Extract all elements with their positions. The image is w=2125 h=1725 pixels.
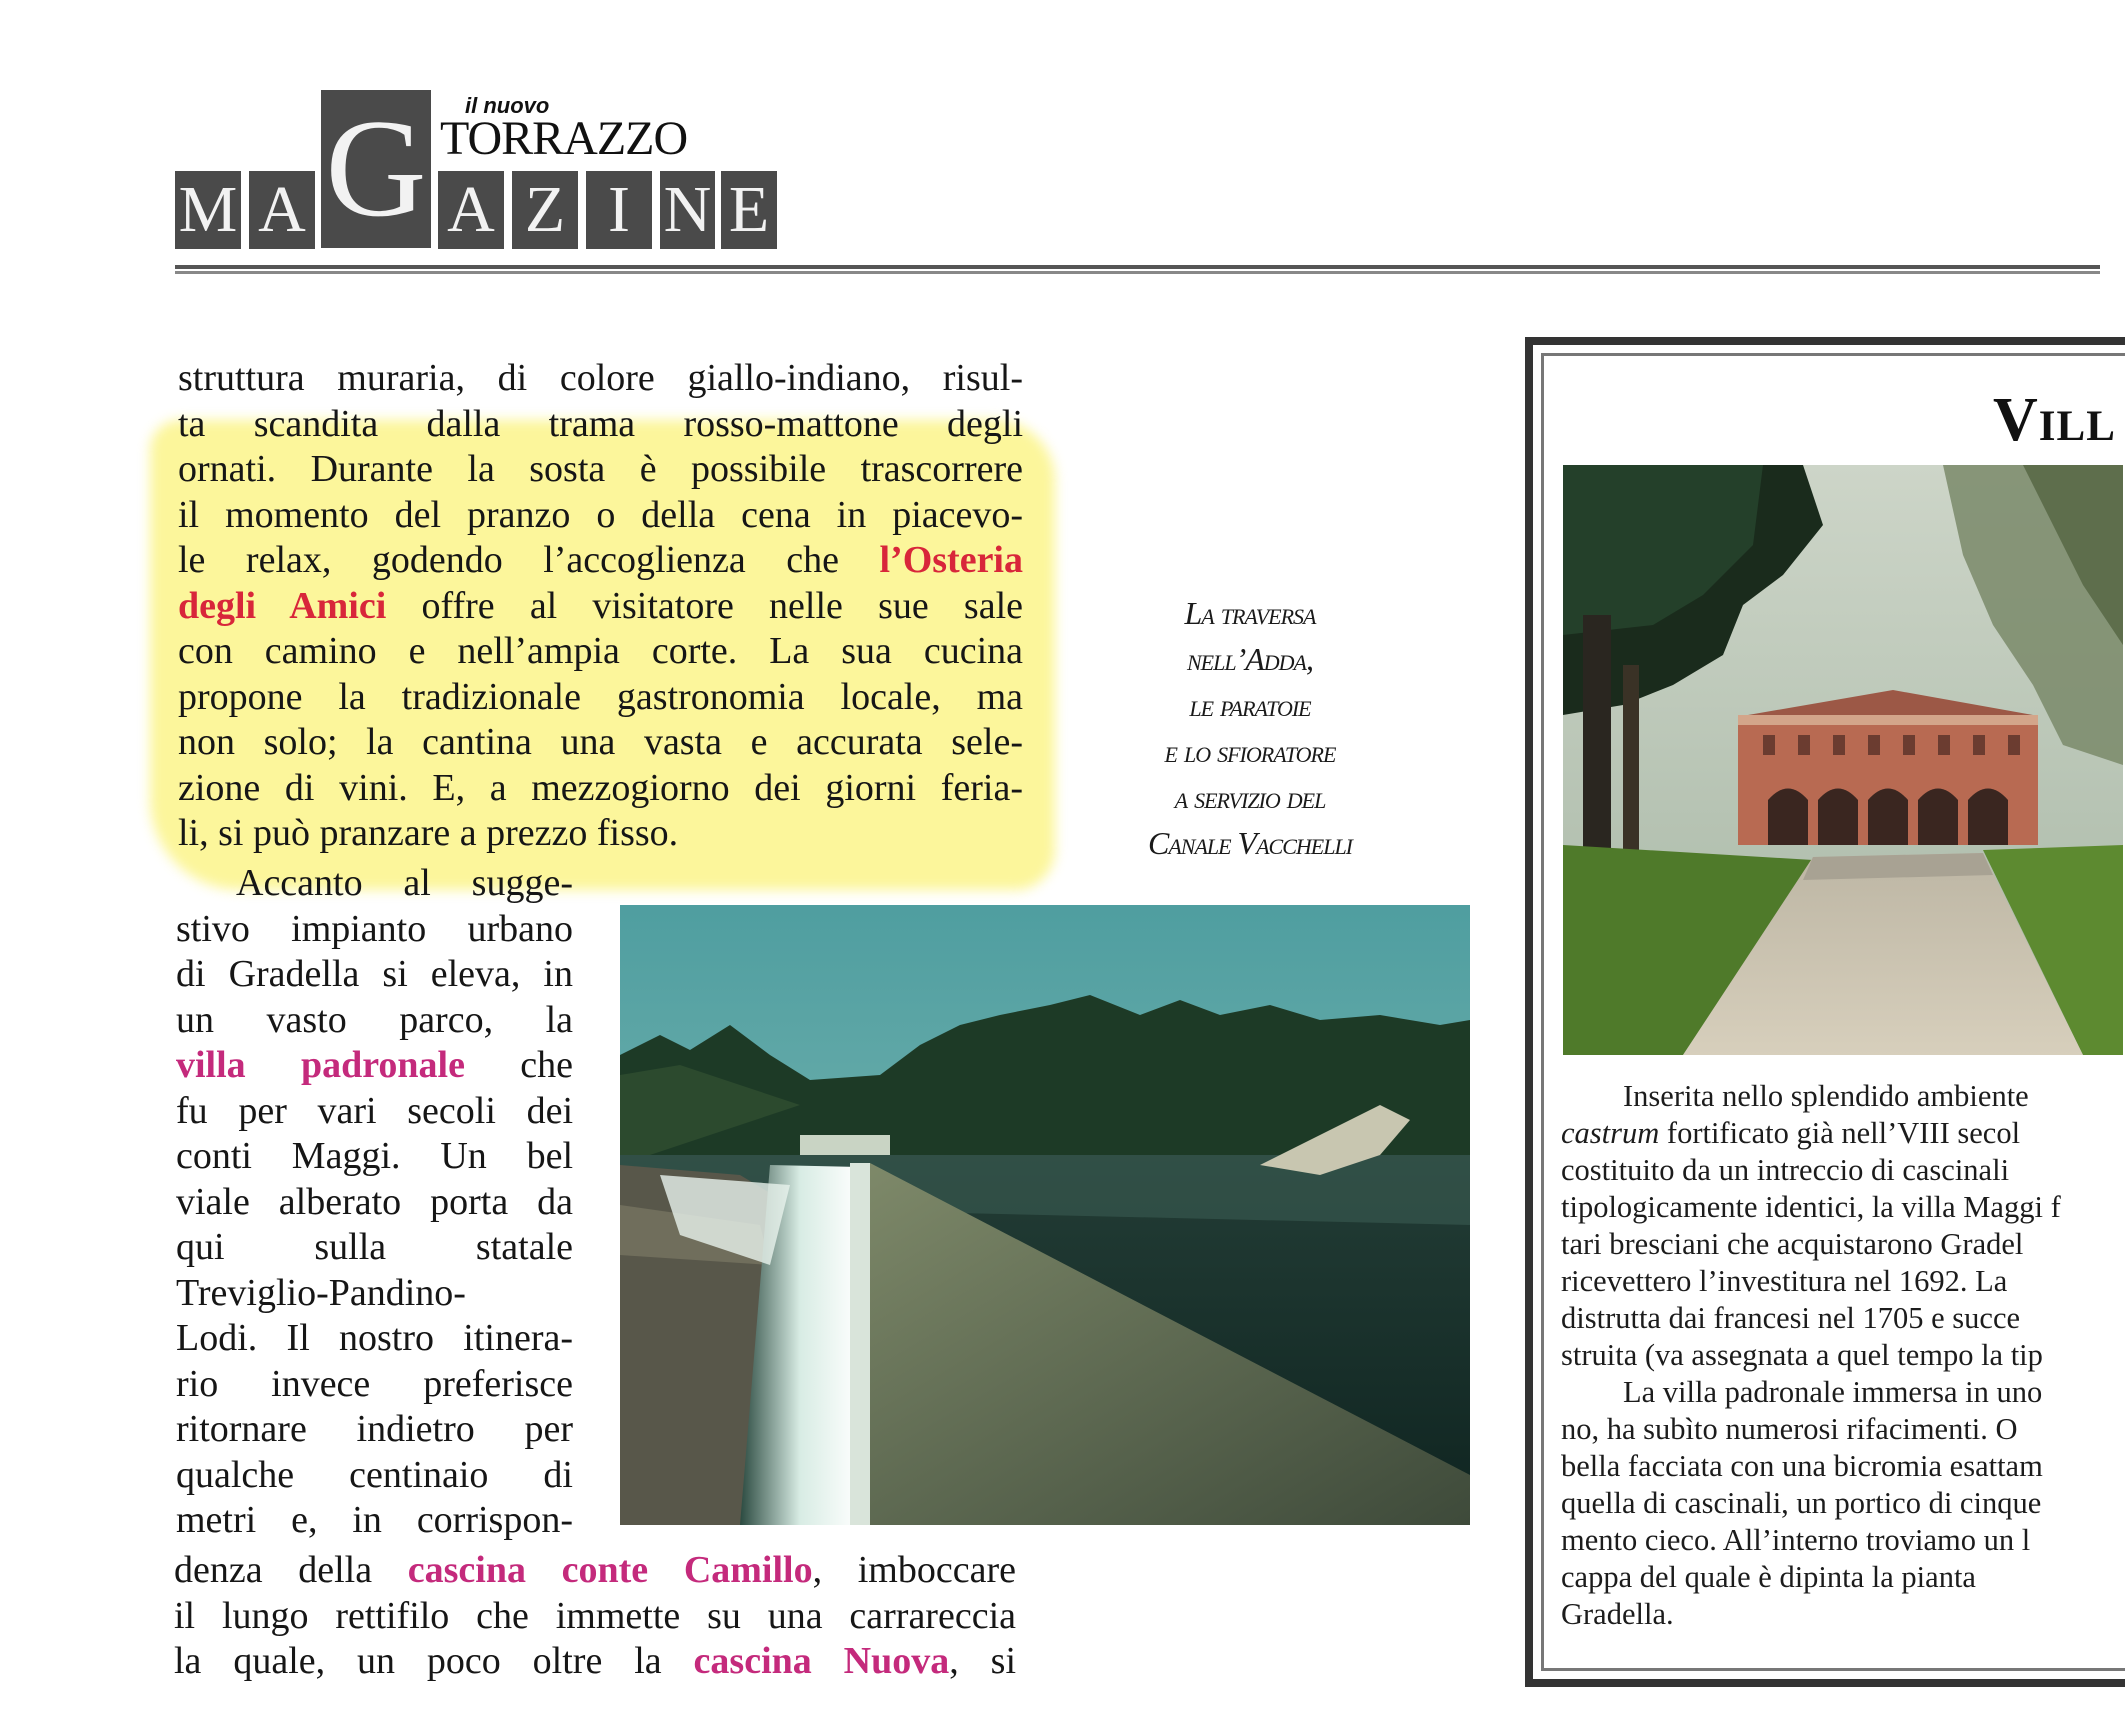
text-line: non solo; la cantina una vasta e accurata sele- <box>178 721 1023 763</box>
text-line: ta scandita dalla trama rosso-mattone degli <box>178 402 1023 445</box>
masthead-letter-e: E <box>721 171 777 249</box>
caption-line: e lo sfioratore <box>1164 733 1336 769</box>
sidebar-box <box>1525 337 2125 1687</box>
text-line: li, si può pranzare a prezzo fisso. <box>178 812 679 854</box>
cascina-nuova-link: cascina Nuova <box>693 1640 950 1682</box>
photo-caption <box>1095 590 1405 866</box>
masthead-letter-g: G <box>321 90 431 248</box>
osteria-link: l’Osteria <box>879 539 1023 581</box>
sidebar-line: no, ha subìto numerosi rifacimenti. O <box>1561 1412 2018 1446</box>
text-line: viale alberato porta da <box>176 1180 573 1223</box>
masthead-letter-m: M <box>175 171 241 249</box>
text-line: con camino e nell’ampia corte. La sua cucina <box>178 630 1023 672</box>
text-line: conti Maggi. Un bel <box>176 1135 573 1177</box>
text-line: Accanto al sugge- <box>236 862 573 904</box>
caption-line: nell’Adda, <box>1187 641 1313 677</box>
article-narrow-column <box>176 861 573 1544</box>
text-line: la quale, un poco oltre la cascina Nuova, si <box>174 1640 1016 1682</box>
villa-link: villa padronale <box>176 1044 465 1086</box>
text-line: villa padronale che <box>176 1044 573 1086</box>
masthead-letter-n: N <box>660 171 715 249</box>
text-line: struttura muraria, di colore giallo-indiano, risul- <box>178 357 1023 399</box>
text-line: il momento del pranzo o della cena in piacevo- <box>178 493 1023 536</box>
text-line: di Gradella si eleva, in <box>176 953 573 995</box>
text-line: Treviglio-Pandino- <box>176 1271 466 1314</box>
sidebar-line: La villa padronale immersa in uno <box>1623 1375 2043 1409</box>
text-line: qualche centinaio di <box>176 1453 573 1496</box>
osteria-link-2: degli Amici <box>178 584 387 627</box>
masthead-letter-z: Z <box>512 171 578 249</box>
caption-line: a servizio del <box>1174 779 1326 815</box>
sidebar-line: ricevettero l’investitura nel 1692. La <box>1561 1264 2008 1298</box>
article-bottom-lines <box>174 1548 1016 1685</box>
dam-photo <box>620 905 1470 1525</box>
sidebar-text <box>1561 1078 2121 1633</box>
villa-photo <box>1563 465 2123 1055</box>
sidebar-line: bella facciata con una bicromia esattam <box>1561 1449 2043 1483</box>
text-line: qui sulla statale <box>176 1226 573 1268</box>
text-line: Lodi. Il nostro itinera- <box>176 1317 573 1359</box>
sidebar-line: tipologicamente identici, la villa Maggi f <box>1561 1190 2061 1224</box>
caption-line: le paratoie <box>1189 687 1311 723</box>
text-line: metri e, in corrispon- <box>176 1499 573 1541</box>
text-line: rio invece preferisce <box>176 1362 573 1405</box>
sidebar-line: tari bresciani che acquistarono Gradel <box>1561 1227 2024 1261</box>
text-line: propone la tradizionale gastronomia locale, ma <box>178 675 1023 718</box>
masthead <box>175 85 785 260</box>
masthead-letter-i: I <box>586 171 652 249</box>
text-line: stivo impianto urbano <box>176 907 573 950</box>
sidebar-line: quella di cascinali, un portico di cinque <box>1561 1486 2042 1520</box>
text-line: le relax, godendo l’accoglienza che l’Osteria <box>178 539 1023 581</box>
text-line: degli Amici offre al visitatore nelle sue sale <box>178 584 1023 627</box>
sidebar-title: Vill <box>1993 386 2116 454</box>
masthead-letter-a2: A <box>438 171 504 249</box>
caption-line: La traversa <box>1184 595 1316 631</box>
caption-line: Canale Vacchelli <box>1147 825 1353 861</box>
text-line: zione di vini. E, a mezzogiorno dei giorni feria- <box>178 766 1023 809</box>
article-column <box>178 356 1023 857</box>
cascina-camillo-link: cascina conte Camillo <box>407 1549 813 1591</box>
text-line: ornati. Durante la sosta è possibile trascorrere <box>178 448 1023 490</box>
text-line: denza della cascina conte Camillo, imboccare <box>174 1549 1016 1591</box>
brand-name: TORRAZZO <box>440 112 688 165</box>
text-line: un vasto parco, la <box>176 998 573 1041</box>
text-line: fu per vari secoli dei <box>176 1089 573 1132</box>
sidebar-line: Gradella. <box>1561 1597 1674 1631</box>
header-rule <box>175 265 2100 274</box>
sidebar-line: costituito da un intreccio di cascinali <box>1561 1153 2010 1187</box>
masthead-letter-a: A <box>249 171 315 249</box>
sidebar-line: castrum fortificato già nell’VIII secol <box>1561 1116 2021 1150</box>
sidebar-line: cappa del quale è dipinta la pianta <box>1561 1560 1976 1594</box>
sidebar-line: Inserita nello splendido ambiente <box>1623 1079 2029 1113</box>
text-line: ritornare indietro per <box>176 1408 573 1450</box>
sidebar-line: distrutta dai francesi nel 1705 e succe <box>1561 1301 2021 1335</box>
brand-subtitle: il nuovo <box>465 93 550 118</box>
sidebar-line: mento cieco. All’interno troviamo un l <box>1561 1523 2031 1557</box>
text-line: il lungo rettifilo che immette su una carrareccia <box>174 1594 1016 1637</box>
sidebar-line: struita (va assegnata a quel tempo la tip <box>1561 1338 2043 1372</box>
